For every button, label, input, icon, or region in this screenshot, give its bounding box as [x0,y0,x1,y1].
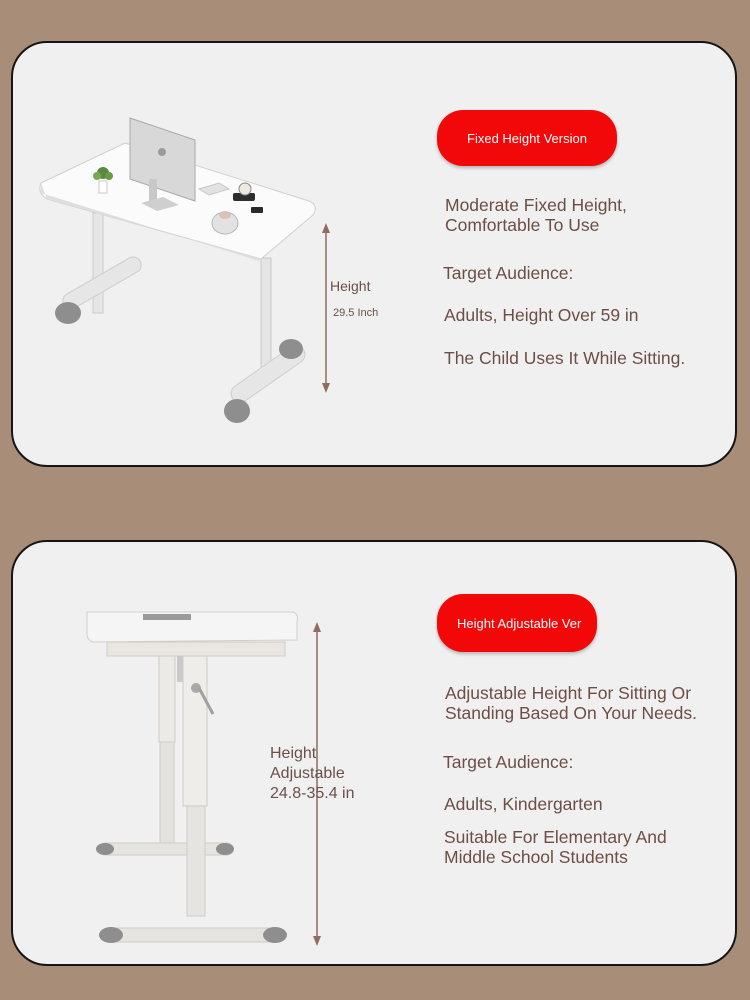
adjustable-height-label: Height Adjustable 24.8-35.4 in [270,745,355,802]
fixed-height-card [11,41,737,467]
adjustable-headline: Adjustable Height For Sitting Or Standing Based On Your Needs. [445,683,697,723]
fixed-audience-title: Target Audience: [443,263,574,283]
adjustable-audience: Adults, Kindergarten [444,794,603,814]
fixed-height-badge-text: Fixed Height Version [467,130,587,146]
fixed-headline: Moderate Fixed Height, Comfortable To Use [445,195,627,235]
adjustable-height-badge [437,594,597,652]
fixed-audience: Adults, Height Over 59 in [444,305,639,325]
fixed-height-label: Height [330,278,371,294]
adjustable-note: Suitable For Elementary And Middle School Students [444,827,667,867]
adjustable-desk-illustration [13,542,737,966]
adjustable-height-badge-text: Height Adjustable Ver [457,615,582,631]
adjustable-height-card [11,540,737,966]
adjustable-audience-title: Target Audience: [443,752,574,772]
fixed-height-badge [437,110,617,166]
fixed-desk-illustration [13,43,737,467]
fixed-note: The Child Uses It While Sitting. [444,348,686,368]
fixed-height-value: 29.5 Inch [333,307,379,319]
